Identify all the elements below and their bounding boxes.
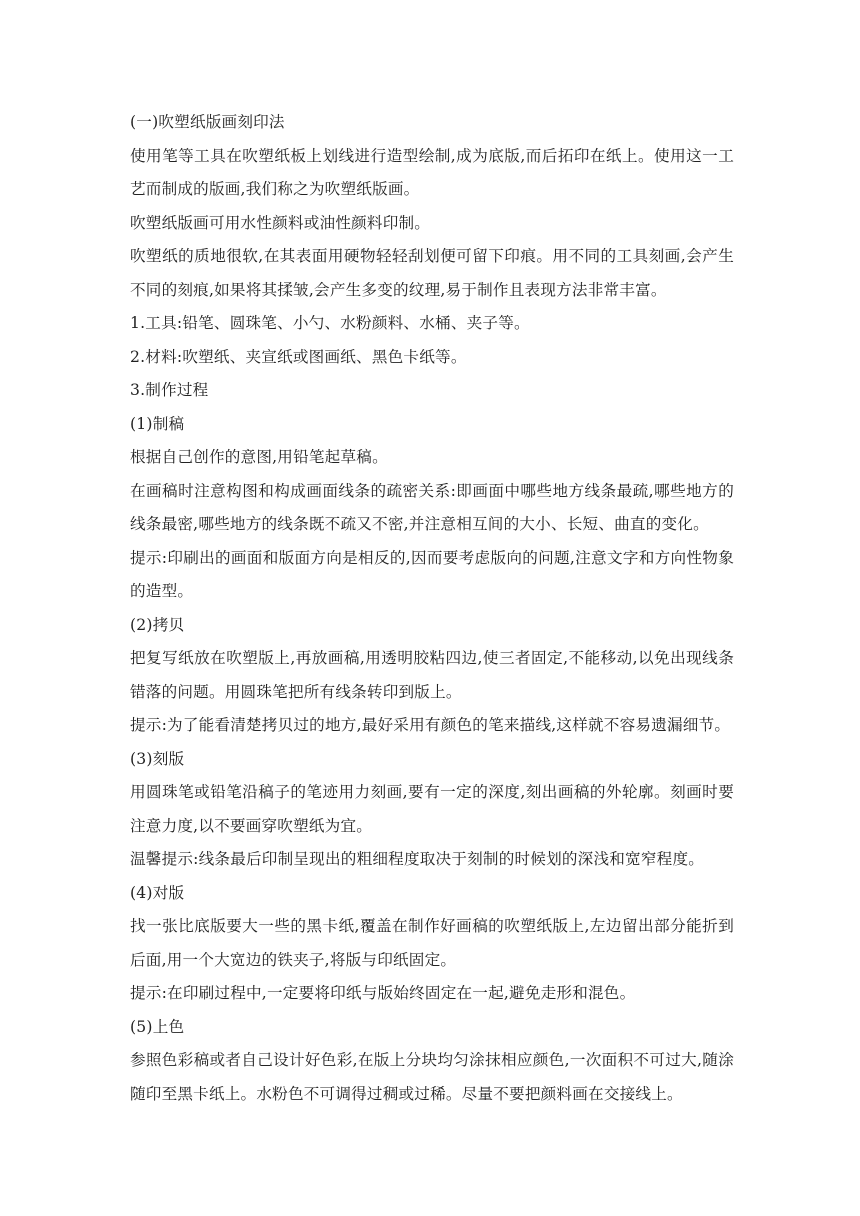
section-heading: (一)吹塑纸版画刻印法: [130, 113, 285, 131]
step-1-paragraph: 根据自己创作的意图,用铅笔起草稿。: [130, 448, 388, 466]
tools-item: 1.工具:铅笔、圆珠笔、小勺、水粉颜料、水桶、夹子等。: [130, 314, 530, 332]
step-5-paragraph: 参照色彩稿或者自己设计好色彩,在版上分块均匀涂抹相应颜色,一次面积不可过大,随涂随印至黑卡纸上。水粉色不可调得过稠或过稀。尽量不要把颜料画在交接线上。: [130, 1051, 734, 1103]
materials-item: 2.材料:吹塑纸、夹宣纸或图画纸、黑色卡纸等。: [130, 347, 467, 366]
step-3-heading: (3)刻版: [130, 749, 185, 768]
step-4-heading: (4)对版: [130, 883, 185, 902]
step-4-tip: 提示:在印刷过程中,一定要将印纸与版始终固定在一起,避免走形和混色。: [130, 984, 636, 1002]
step-2-paragraph: 把复写纸放在吹塑版上,再放画稿,用透明胶粘四边,使三者固定,不能移动,以免出现线条错落的问题。用圆珠笔把所有线条转印到版上。: [130, 649, 734, 701]
step-1-composition-paragraph: 在画稿时注意构图和构成画面线条的疏密关系:即画面中哪些地方线条最疏,哪些地方的线条最密,哪些地方的线条既不疏又不密,并注意相互间的大小、长短、曲直的变化。: [130, 481, 734, 533]
step-3-paragraph: 用圆珠笔或铅笔沿稿子的笔迹用力刻画,要有一定的深度,刻出画稿的外轮廓。刻画时要注意力度,以不要画穿吹塑纸为宜。: [130, 783, 734, 835]
step-1-tip: 提示:印刷出的画面和版面方向是相反的,因而要考虑版向的问题,注意文字和方向性物象的造型。: [130, 548, 734, 600]
step-2-heading: (2)拷贝: [130, 615, 185, 634]
step-1-heading: (1)制稿: [130, 414, 185, 433]
process-heading: 3.制作过程: [130, 381, 209, 399]
step-4-paragraph: 找一张比底版要大一些的黑卡纸,覆盖在制作好画稿的吹塑纸版上,左边留出部分能折到后面,用一个大宽边的铁夹子,将版与印纸固定。: [130, 917, 734, 969]
paint-types-paragraph: 吹塑纸版画可用水性颜料或油性颜料印制。: [130, 213, 431, 232]
material-properties-paragraph: 吹塑纸的质地很软,在其表面用硬物轻轻刮划便可留下印痕。用不同的工具刻画,会产生不同的刻痕,如果将其揉皱,会产生多变的纹理,易于制作且表现方法非常丰富。: [130, 247, 734, 299]
step-3-tip: 温馨提示:线条最后印制呈现出的粗细程度取决于刻制的时候划的深浅和宽窄程度。: [130, 850, 705, 868]
intro-paragraph: 使用笔等工具在吹塑纸板上划线进行造型绘制,成为底版,而后拓印在纸上。使用这一工艺而制成的版画,我们称之为吹塑纸版画。: [130, 146, 734, 198]
document-body: [130, 106, 734, 1111]
step-2-tip: 提示:为了能看清楚拷贝过的地方,最好采用有颜色的笔来描线,这样就不容易遗漏细节。: [130, 716, 731, 734]
step-5-heading: (5)上色: [130, 1017, 185, 1036]
